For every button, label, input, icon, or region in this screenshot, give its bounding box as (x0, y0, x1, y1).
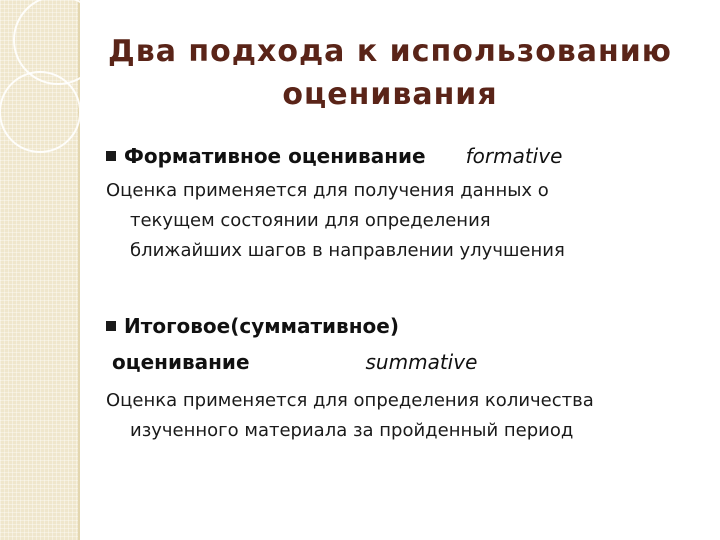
slide-title-line-2: оценивания (282, 77, 498, 112)
bullet-formative (106, 144, 562, 168)
slide-title-line-1: Два подхода к использованию (108, 34, 672, 69)
summative-heading-cont-line (112, 350, 477, 374)
summative-desc-line-2: изученного материала за пройденный период (130, 420, 574, 441)
bullet-summative (106, 314, 399, 338)
formative-heading: Формативное оценивание (124, 144, 426, 168)
formative-desc-line-1: Оценка применяется для получения данных о (106, 180, 549, 201)
summative-desc-line-1: Оценка применяется для определения количества (106, 390, 594, 411)
slide-title (70, 30, 710, 116)
formative-description (106, 176, 565, 266)
formative-desc-line-2: текущем состоянии для определения (130, 210, 491, 231)
summative-heading-cont: оценивание (112, 350, 250, 374)
formative-desc-line-3: ближайших шагов в направлении улучшения (130, 240, 565, 261)
summative-description (106, 386, 594, 446)
square-bullet-icon (106, 321, 116, 331)
summative-heading: Итоговое(суммативное) (124, 314, 399, 338)
summative-term: summative (365, 350, 478, 374)
square-bullet-icon (106, 151, 116, 161)
formative-term: formative (465, 144, 563, 168)
